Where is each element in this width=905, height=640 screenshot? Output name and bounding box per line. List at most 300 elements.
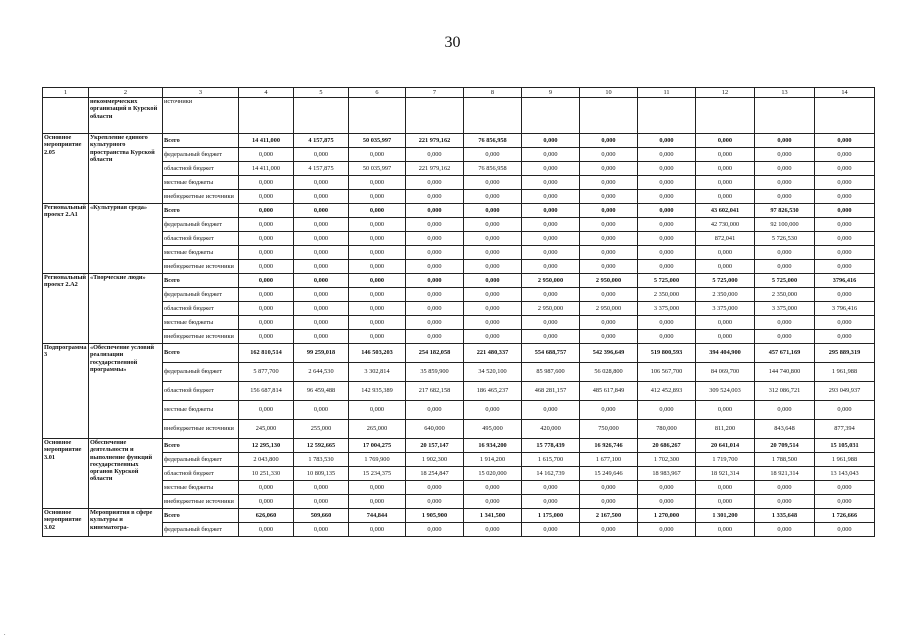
column-header: 2 [89, 88, 163, 98]
funding-source: внебюджетные источники [163, 330, 239, 344]
amount-cell: 18 983,967 [638, 467, 696, 481]
funding-source: федеральный бюджет [163, 288, 239, 302]
page-number: 30 [444, 34, 461, 51]
amount-cell: 0,000 [406, 246, 464, 260]
amount-cell: 0,000 [294, 316, 349, 330]
funding-source: областной бюджет [163, 467, 239, 481]
amount-cell: 0,000 [522, 134, 580, 148]
funding-source: местные бюджеты [163, 401, 239, 420]
amount-cell: 265,000 [349, 420, 406, 439]
amount-cell: 0,000 [239, 190, 294, 204]
amount-cell: 0,000 [696, 260, 755, 274]
amount-cell: 293 049,937 [815, 382, 875, 401]
amount-cell: 2 950,000 [580, 274, 638, 288]
cell [755, 98, 815, 134]
amount-cell: 15 249,646 [580, 467, 638, 481]
amount-cell: 0,000 [294, 523, 349, 537]
funding-source: федеральный бюджет [163, 363, 239, 382]
amount-cell: 1 702,300 [638, 453, 696, 467]
amount-cell: 0,000 [580, 330, 638, 344]
amount-cell: 0,000 [349, 288, 406, 302]
amount-cell: 5 877,700 [239, 363, 294, 382]
amount-cell: 5 725,000 [755, 274, 815, 288]
amount-cell: 20 157,147 [406, 439, 464, 453]
amount-cell: 0,000 [406, 401, 464, 420]
column-header: 9 [522, 88, 580, 98]
table-row [43, 401, 875, 420]
amount-cell: 0,000 [522, 218, 580, 232]
amount-cell: 34 520,100 [464, 363, 522, 382]
amount-cell: 0,000 [815, 190, 875, 204]
amount-cell: 0,000 [239, 495, 294, 509]
amount-cell: 0,000 [349, 274, 406, 288]
amount-cell: 0,000 [239, 148, 294, 162]
cell: некоммерческих организаций в Курской области [89, 98, 163, 134]
amount-cell: 0,000 [815, 523, 875, 537]
page-mark: . [4, 631, 6, 637]
amount-cell: 142 935,389 [349, 382, 406, 401]
table-row [43, 218, 875, 232]
amount-cell: 0,000 [815, 481, 875, 495]
amount-cell: 0,000 [522, 481, 580, 495]
amount-cell: 1 961,988 [815, 453, 875, 467]
funding-source: областной бюджет [163, 162, 239, 176]
amount-cell: 0,000 [406, 316, 464, 330]
amount-cell: 18 921,314 [755, 467, 815, 481]
amount-cell: 0,000 [815, 218, 875, 232]
amount-cell: 0,000 [638, 190, 696, 204]
amount-cell: 13 143,043 [815, 467, 875, 481]
amount-cell: 15 020,000 [464, 467, 522, 481]
amount-cell: 1 719,700 [696, 453, 755, 467]
amount-cell: 97 826,530 [755, 204, 815, 218]
amount-cell: 17 004,275 [349, 439, 406, 453]
amount-cell: 0,000 [349, 495, 406, 509]
amount-cell: 0,000 [464, 260, 522, 274]
amount-cell: 0,000 [406, 288, 464, 302]
amount-cell: 254 182,058 [406, 344, 464, 363]
table-row [43, 246, 875, 260]
amount-cell: 0,000 [239, 204, 294, 218]
amount-cell: 0,000 [580, 246, 638, 260]
amount-cell: 0,000 [815, 162, 875, 176]
amount-cell: 626,060 [239, 509, 294, 523]
amount-cell: 1 769,900 [349, 453, 406, 467]
funding-source: федеральный бюджет [163, 218, 239, 232]
amount-cell: 1 914,200 [464, 453, 522, 467]
funding-source: федеральный бюджет [163, 453, 239, 467]
amount-cell: 0,000 [522, 232, 580, 246]
funding-source: местные бюджеты [163, 246, 239, 260]
amount-cell: 0,000 [580, 148, 638, 162]
amount-cell: 0,000 [815, 288, 875, 302]
funding-source: внебюджетные источники [163, 260, 239, 274]
table-row [43, 467, 875, 481]
funding-source: областной бюджет [163, 302, 239, 316]
amount-cell: 2 043,800 [239, 453, 294, 467]
amount-cell: 0,000 [406, 302, 464, 316]
amount-cell: 0,000 [406, 232, 464, 246]
column-header: 10 [580, 88, 638, 98]
amount-cell: 412 452,893 [638, 382, 696, 401]
amount-cell: 0,000 [522, 316, 580, 330]
amount-cell: 0,000 [815, 246, 875, 260]
amount-cell: 0,000 [638, 316, 696, 330]
amount-cell: 0,000 [406, 190, 464, 204]
amount-cell: 0,000 [696, 481, 755, 495]
column-header: 12 [696, 88, 755, 98]
amount-cell: 0,000 [464, 481, 522, 495]
amount-cell: 0,000 [294, 260, 349, 274]
amount-cell: 0,000 [638, 218, 696, 232]
amount-cell: 843,648 [755, 420, 815, 439]
amount-cell: 92 100,000 [755, 218, 815, 232]
amount-cell: 1 788,500 [755, 453, 815, 467]
amount-cell: 18 921,314 [696, 467, 755, 481]
funding-source: Всего [163, 509, 239, 523]
amount-cell: 0,000 [696, 523, 755, 537]
amount-cell: 0,000 [522, 523, 580, 537]
amount-cell: 0,000 [815, 148, 875, 162]
amount-cell: 0,000 [580, 523, 638, 537]
amount-cell: 0,000 [294, 204, 349, 218]
amount-cell: 0,000 [406, 176, 464, 190]
amount-cell: 309 524,003 [696, 382, 755, 401]
amount-cell: 0,000 [638, 401, 696, 420]
amount-cell: 394 404,900 [696, 344, 755, 363]
amount-cell: 2 950,000 [522, 302, 580, 316]
amount-cell: 0,000 [638, 232, 696, 246]
amount-cell: 0,000 [638, 246, 696, 260]
amount-cell: 0,000 [406, 204, 464, 218]
amount-cell: 0,000 [294, 218, 349, 232]
amount-cell: 0,000 [522, 176, 580, 190]
row-group-title: Мероприятия в сфере культуры и кинематогра- [89, 509, 163, 537]
funding-source: Всего [163, 344, 239, 363]
table-row [43, 420, 875, 439]
amount-cell: 146 503,203 [349, 344, 406, 363]
amount-cell: 0,000 [349, 232, 406, 246]
amount-cell: 0,000 [349, 302, 406, 316]
table-row [43, 523, 875, 537]
amount-cell: 3 302,814 [349, 363, 406, 382]
amount-cell: 1 961,988 [815, 363, 875, 382]
row-group-label: Основное мероприятие 3.02 [43, 509, 89, 537]
amount-cell: 0,000 [580, 401, 638, 420]
amount-cell: 0,000 [755, 330, 815, 344]
amount-cell: 255,000 [294, 420, 349, 439]
amount-cell: 0,000 [696, 330, 755, 344]
funding-source: местные бюджеты [163, 316, 239, 330]
amount-cell: 15 105,031 [815, 439, 875, 453]
amount-cell: 0,000 [464, 190, 522, 204]
amount-cell: 0,000 [638, 204, 696, 218]
amount-cell: 1 335,648 [755, 509, 815, 523]
row-group-label: Подпрограмма 3 [43, 344, 89, 439]
amount-cell: 0,000 [815, 495, 875, 509]
table-row [43, 481, 875, 495]
amount-cell: 0,000 [239, 523, 294, 537]
amount-cell: 56 028,800 [580, 363, 638, 382]
amount-cell: 0,000 [239, 274, 294, 288]
funding-source: внебюджетные источники [163, 495, 239, 509]
amount-cell: 0,000 [755, 190, 815, 204]
amount-cell: 0,000 [406, 330, 464, 344]
amount-cell: 0,000 [294, 274, 349, 288]
amount-cell: 0,000 [815, 401, 875, 420]
amount-cell: 14 162,739 [522, 467, 580, 481]
amount-cell: 0,000 [239, 218, 294, 232]
amount-cell: 0,000 [239, 246, 294, 260]
table-row [43, 204, 875, 218]
amount-cell: 0,000 [696, 176, 755, 190]
amount-cell: 162 810,514 [239, 344, 294, 363]
row-group-title: «Творческие люди» [89, 274, 163, 344]
amount-cell: 0,000 [239, 481, 294, 495]
amount-cell: 0,000 [580, 134, 638, 148]
amount-cell: 0,000 [406, 481, 464, 495]
amount-cell: 0,000 [522, 162, 580, 176]
amount-cell: 0,000 [464, 218, 522, 232]
amount-cell: 0,000 [406, 148, 464, 162]
amount-cell: 0,000 [696, 162, 755, 176]
table-row [43, 509, 875, 523]
amount-cell: 0,000 [755, 316, 815, 330]
cell [43, 98, 89, 134]
cell [406, 98, 464, 134]
amount-cell: 0,000 [294, 148, 349, 162]
amount-cell: 245,000 [239, 420, 294, 439]
table-row [43, 439, 875, 453]
amount-cell: 0,000 [464, 148, 522, 162]
amount-cell: 0,000 [522, 148, 580, 162]
amount-cell: 0,000 [815, 330, 875, 344]
row-group-title: Обеспечение деятельности и выполнение функций государственных органов Курской области [89, 439, 163, 509]
amount-cell: 0,000 [294, 190, 349, 204]
header-row [43, 88, 875, 98]
amount-cell: 0,000 [522, 288, 580, 302]
amount-cell: 1 270,000 [638, 509, 696, 523]
amount-cell: 0,000 [580, 176, 638, 190]
amount-cell: 0,000 [294, 481, 349, 495]
amount-cell: 0,000 [755, 481, 815, 495]
amount-cell: 0,000 [239, 288, 294, 302]
amount-cell: 0,000 [294, 330, 349, 344]
amount-cell: 0,000 [755, 162, 815, 176]
amount-cell: 1 783,530 [294, 453, 349, 467]
column-header: 8 [464, 88, 522, 98]
amount-cell: 0,000 [522, 495, 580, 509]
amount-cell: 295 889,319 [815, 344, 875, 363]
row-group-label: Региональный проект 2.А1 [43, 204, 89, 274]
amount-cell: 0,000 [815, 260, 875, 274]
funding-source: федеральный бюджет [163, 148, 239, 162]
amount-cell: 0,000 [349, 523, 406, 537]
amount-cell: 0,000 [580, 162, 638, 176]
amount-cell: 43 602,041 [696, 204, 755, 218]
amount-cell: 0,000 [696, 134, 755, 148]
table-row [43, 495, 875, 509]
amount-cell: 0,000 [755, 148, 815, 162]
amount-cell: 0,000 [815, 176, 875, 190]
amount-cell: 0,000 [580, 316, 638, 330]
amount-cell: 1 175,000 [522, 509, 580, 523]
amount-cell: 0,000 [522, 204, 580, 218]
amount-cell: 18 254,847 [406, 467, 464, 481]
amount-cell: 0,000 [638, 481, 696, 495]
amount-cell: 0,000 [349, 481, 406, 495]
amount-cell: 0,000 [638, 495, 696, 509]
amount-cell: 20 686,267 [638, 439, 696, 453]
amount-cell: 221 979,162 [406, 162, 464, 176]
amount-cell: 0,000 [349, 204, 406, 218]
funding-source: областной бюджет [163, 382, 239, 401]
funding-table [42, 87, 875, 537]
column-header: 14 [815, 88, 875, 98]
amount-cell: 221 979,162 [406, 134, 464, 148]
amount-cell: 0,000 [464, 246, 522, 260]
amount-cell: 20 641,014 [696, 439, 755, 453]
amount-cell: 0,000 [349, 260, 406, 274]
amount-cell: 12 592,665 [294, 439, 349, 453]
amount-cell: 106 567,700 [638, 363, 696, 382]
amount-cell: 0,000 [464, 176, 522, 190]
amount-cell: 0,000 [406, 260, 464, 274]
amount-cell: 3 375,000 [638, 302, 696, 316]
column-header: 1 [43, 88, 89, 98]
amount-cell: 554 688,757 [522, 344, 580, 363]
amount-cell: 509,660 [294, 509, 349, 523]
amount-cell: 15 234,375 [349, 467, 406, 481]
amount-cell: 50 035,997 [349, 162, 406, 176]
amount-cell: 0,000 [406, 523, 464, 537]
amount-cell: 96 459,488 [294, 382, 349, 401]
table-row [43, 316, 875, 330]
amount-cell: 0,000 [349, 401, 406, 420]
amount-cell: 0,000 [696, 148, 755, 162]
amount-cell: 3 375,000 [755, 302, 815, 316]
amount-cell: 0,000 [696, 401, 755, 420]
amount-cell: 0,000 [294, 495, 349, 509]
cell [239, 98, 294, 134]
amount-cell: 1 301,200 [696, 509, 755, 523]
amount-cell: 872,041 [696, 232, 755, 246]
amount-cell: 0,000 [464, 232, 522, 246]
table-row [43, 148, 875, 162]
amount-cell: 0,000 [638, 162, 696, 176]
amount-cell: 0,000 [580, 190, 638, 204]
amount-cell: 0,000 [464, 495, 522, 509]
amount-cell: 0,000 [638, 330, 696, 344]
amount-cell: 76 856,958 [464, 134, 522, 148]
amount-cell: 2 350,000 [755, 288, 815, 302]
amount-cell: 20 709,514 [755, 439, 815, 453]
amount-cell: 2 350,000 [696, 288, 755, 302]
amount-cell: 0,000 [638, 148, 696, 162]
cell [580, 98, 638, 134]
table-row [43, 363, 875, 382]
row-group-label: Региональный проект 2.А2 [43, 274, 89, 344]
continuation-row [43, 98, 875, 134]
funding-source: местные бюджеты [163, 481, 239, 495]
amount-cell: 10 251,330 [239, 467, 294, 481]
column-header: 11 [638, 88, 696, 98]
amount-cell: 420,000 [522, 420, 580, 439]
amount-cell: 0,000 [294, 302, 349, 316]
amount-cell: 99 259,018 [294, 344, 349, 363]
table-row [43, 274, 875, 288]
amount-cell: 1 615,700 [522, 453, 580, 467]
column-header: 13 [755, 88, 815, 98]
amount-cell: 0,000 [406, 218, 464, 232]
table-row [43, 330, 875, 344]
funding-source: Всего [163, 134, 239, 148]
amount-cell: 0,000 [464, 523, 522, 537]
amount-cell: 0,000 [239, 330, 294, 344]
amount-cell: 0,000 [464, 274, 522, 288]
table-row [43, 232, 875, 246]
amount-cell: 811,200 [696, 420, 755, 439]
amount-cell: 0,000 [580, 288, 638, 302]
amount-cell: 76 856,958 [464, 162, 522, 176]
amount-cell: 0,000 [580, 204, 638, 218]
amount-cell: 3 796,416 [815, 302, 875, 316]
row-group-title: «Культурная среда» [89, 204, 163, 274]
amount-cell: 16 934,200 [464, 439, 522, 453]
amount-cell: 2 167,500 [580, 509, 638, 523]
amount-cell: 1 341,500 [464, 509, 522, 523]
amount-cell: 0,000 [522, 260, 580, 274]
amount-cell: 0,000 [294, 246, 349, 260]
amount-cell: 0,000 [349, 246, 406, 260]
table-row [43, 288, 875, 302]
amount-cell: 0,000 [755, 176, 815, 190]
amount-cell: 0,000 [580, 495, 638, 509]
amount-cell: 3 375,000 [696, 302, 755, 316]
amount-cell: 0,000 [294, 232, 349, 246]
amount-cell: 0,000 [239, 401, 294, 420]
funding-source: внебюджетные источники [163, 190, 239, 204]
amount-cell: 0,000 [696, 495, 755, 509]
amount-cell: 0,000 [580, 260, 638, 274]
amount-cell: 0,000 [638, 134, 696, 148]
amount-cell: 542 396,649 [580, 344, 638, 363]
amount-cell: 4 157,875 [294, 134, 349, 148]
amount-cell: 312 086,721 [755, 382, 815, 401]
amount-cell: 16 926,746 [580, 439, 638, 453]
amount-cell: 0,000 [755, 134, 815, 148]
column-header: 7 [406, 88, 464, 98]
amount-cell: 35 859,900 [406, 363, 464, 382]
amount-cell: 2 350,000 [638, 288, 696, 302]
amount-cell: 744,844 [349, 509, 406, 523]
amount-cell: 0,000 [239, 316, 294, 330]
amount-cell: 0,000 [349, 190, 406, 204]
amount-cell: 50 035,997 [349, 134, 406, 148]
amount-cell: 42 730,000 [696, 218, 755, 232]
amount-cell: 0,000 [580, 232, 638, 246]
amount-cell: 640,000 [406, 420, 464, 439]
amount-cell: 0,000 [349, 330, 406, 344]
cell: источники [163, 98, 239, 134]
funding-source: федеральный бюджет [163, 523, 239, 537]
amount-cell: 5 725,000 [696, 274, 755, 288]
amount-cell: 0,000 [464, 302, 522, 316]
amount-cell: 2 950,000 [580, 302, 638, 316]
amount-cell: 217 682,158 [406, 382, 464, 401]
cell [464, 98, 522, 134]
amount-cell: 3796,416 [815, 274, 875, 288]
